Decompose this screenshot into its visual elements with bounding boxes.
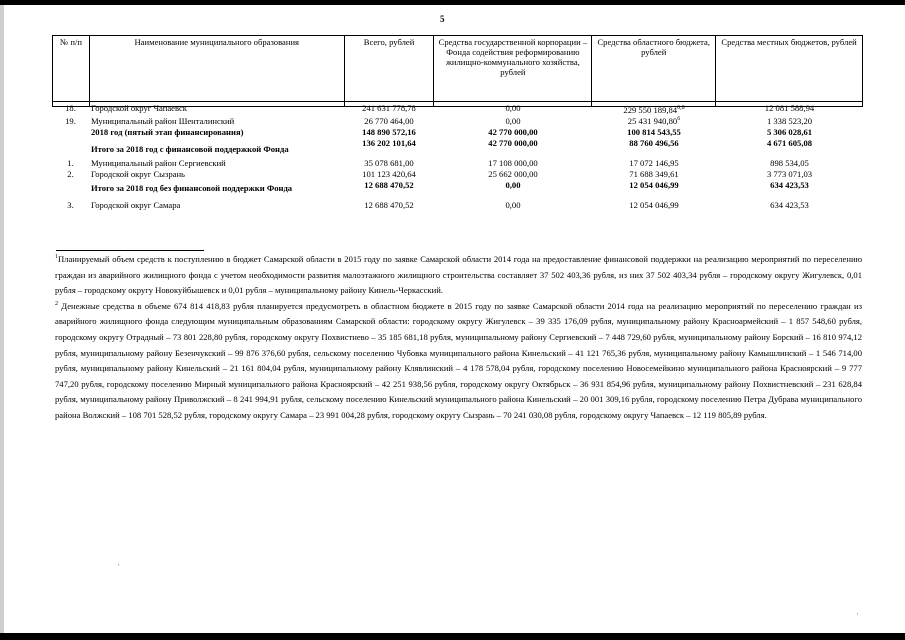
row-number: 19. [65,116,76,126]
row-number: 2. [67,169,74,179]
bottom-border [0,633,905,640]
row-local: 634 423,53 [770,180,809,190]
row-fund: 42 770 000,00 [488,127,538,137]
header-regional: Средства областного бюджета, рублей [592,36,716,102]
row-number: 18. [65,103,76,113]
row-number: 3. [67,200,74,210]
row-number [52,180,89,194]
row-fund: 17 108 000,00 [488,158,538,168]
table-row [52,155,863,169]
row-regional: 12 054 046,99 [629,200,679,210]
row-total: 148 890 572,16 [362,127,416,137]
table-row-subtotal [52,180,863,194]
row-regional: 229 550 189,84 [623,105,678,115]
row-regional: 88 760 496,56 [629,138,679,148]
row-local: 3 773 071,03 [766,169,813,179]
table-row [52,169,863,180]
row-regional: 17 072 146,95 [629,158,679,168]
row-local: 898 534,05 [770,158,809,168]
table-header [52,35,863,107]
row-fund: 42 770 000,00 [488,138,538,148]
footnote-text: Денежные средства в объеме 674 814 418,83 рубля планируется предусмотреть в областном бюджете в 2015 году по заявке Самарской области 2014 года на реализацию мероприятий по переселению граждан из аварийного жилищного фонда следующим муниципальным образованиям Самарской области: городскому округу Жигулевск – 39 335 176,09 рубля, муниципальному району Красноармейский – 1 857 548,60 рубля, городскому округу Отрадный – 73 801 228,80 рубля, городскому округу Похвистнево – 35 185 681,18 рубля, муниципальному району Сергиевский – 7 448 729,60 рубля, муниципальному району Борский – 16 810 974,12 рубля, муниципальному району Безенчукский – 99 876 376,60 рубля, сельскому поселению Чубовка муниципального района Кинельский – 41 121 765,36 рубля, муниципальному району Камышлинский – 1 546 714,00 рубля, муниципальному району Кинельский – 21 161 804,04 рубля, муниципальному району Клявлинский – 4 178 578,04 рубля, городскому поселению Новосемейкино муниципального района Красноярский – 9 777 747,20 рубля, городскому поселению Мирный муниципального района Красноярский – 42 251 938,56 рубля, городскому округу Октябрьск – 36 931 854,96 рубля, муниципальному району Похвистневский – 231 628,84 рубля, муниципальному району Приволжский – 8 241 994,91 рубля, сельскому поселению Кинельский муниципального района Кинельский – 20 001 309,16 рубля, городскому поселению Петра Дубрава муниципального района Волжский – 108 701 528,52 рубля, городскому округу Самара – 23 991 004,28 рубля, городскому округу Сызрань – 70 241 030,08 рубля, городскому округу Чапаевск – 12 119 805,89 рубля. [55,300,862,420]
row-local: 634 423,53 [770,200,809,210]
row-total: 35 078 681,00 [364,158,414,168]
footnote-ref: 6,8 [677,105,685,112]
table-row [52,103,863,116]
row-fund: 0,00 [505,103,521,113]
scan-speck: ' [857,612,859,620]
row-total: 12 688 470,52 [364,180,414,190]
table-row-subtotal [52,138,863,155]
row-fund: 25 662 000,00 [488,169,538,179]
row-local: 5 306 028,61 [766,127,813,137]
table-row [52,116,863,127]
scan-speck: ' [118,563,120,571]
row-number [52,138,89,155]
footnote-mark: 1 [55,254,58,261]
header-total: Всего, рублей [344,36,434,102]
table-row [52,194,863,211]
header-fund: Средства государственной корпорации – Фонда содействия реформированию жилищно-коммунального хозяйства, рублей [434,36,592,102]
header-number: № п/п [53,36,90,102]
row-local: 12 081 588,94 [764,103,815,113]
row-regional-cell [592,116,716,127]
header-local: Средства местных бюджетов, рублей [716,36,863,102]
table-row-subtotal [52,127,863,138]
row-regional: 12 054 046,99 [629,180,679,190]
row-name: Итого за 2018 год с финансовой поддержкой Фонда [91,144,289,154]
row-number: 1. [67,158,74,168]
footnote-mark: 2 [55,300,58,307]
row-regional-cell [592,103,716,116]
footnote-2 [55,299,862,424]
row-total: 136 202 101,64 [362,138,416,148]
row-regional: 71 688 349,61 [629,169,679,179]
page-number: 5 [440,14,445,24]
row-total: 12 688 470,52 [364,200,414,210]
row-name: 2018 год (пятый этап финансирования) [91,127,244,137]
row-name: Муниципальный район Сергиевский [91,158,226,168]
row-fund: 0,00 [505,200,521,210]
top-border [0,0,905,5]
row-name: Городской округ Самара [91,200,181,210]
row-total: 101 123 420,64 [362,169,416,179]
row-name: Городской округ Сызрань [91,169,185,179]
row-local: 4 671 605,08 [766,138,813,148]
footnote-1 [55,252,862,299]
data-table [52,103,863,211]
row-fund: 0,00 [505,180,521,190]
row-total: 26 770 464,00 [364,116,414,126]
footnote-separator [56,250,204,251]
footnote-ref: 6 [677,116,681,123]
row-name: Муниципальный район Шенталинский [91,116,235,126]
row-name: Итого за 2018 год без финансовой поддержки Фонда [91,183,293,193]
row-local: 1 338 523,20 [766,116,813,126]
row-regional: 25 431 940,80 [627,116,678,126]
row-regional: 100 814 543,55 [627,127,681,137]
footnote-text: Планируемый объем средств к поступлению в бюджет Самарской области в 2015 году по заявке Самарской области 2014 года на предоставление финансовой поддержки на реализацию мероприятий по переселению граждан из аварийного жилищного фонда с учетом необходимости развития малоэтажного жилищного строительства составляет 37 502 403,36 рубля, из них 37 502 403,34 рубля – городскому округу Жигулевск, 0,01 рубля – городскому округу Новокуйбышевск и 0,01 рубля – муниципальному району Кинель-Черкасский. [55,254,862,296]
footnotes [55,252,862,424]
header-name: Наименование муниципального образования [89,36,344,102]
row-total: 241 631 778,78 [362,103,416,113]
row-fund: 0,00 [505,116,521,126]
scan-edge-shadow [0,5,4,633]
row-name: Городской округ Чапаевск [91,103,187,113]
row-number [52,127,89,138]
